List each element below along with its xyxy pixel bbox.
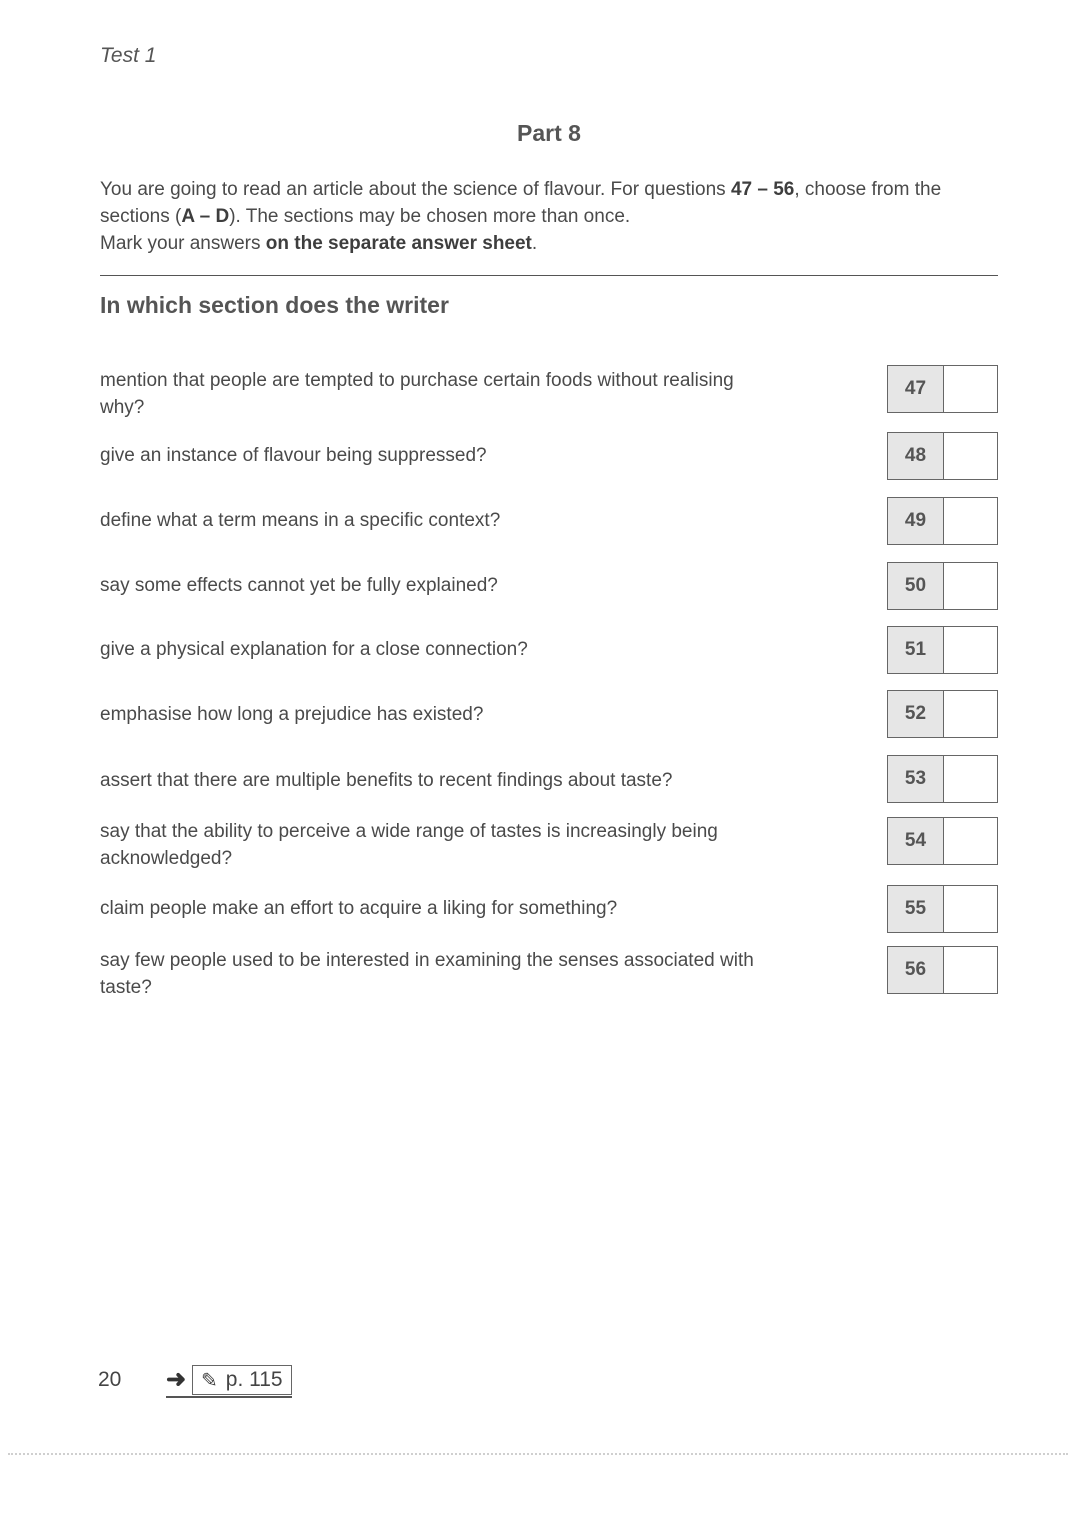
right-arrow-icon: ➜ [166,1366,187,1393]
answer-box-56[interactable] [887,946,998,994]
divider [100,275,998,276]
question-number: 47 [888,366,944,412]
question-number: 51 [888,627,944,673]
question-number: 56 [888,947,944,993]
answer-box-53[interactable] [887,755,998,803]
instructions-text: , choose from the sections ( [100,179,942,227]
instructions [100,176,1005,257]
question-number: 50 [888,563,944,609]
answer-field[interactable] [944,691,997,737]
question-text: claim people make an effort to acquire a liking for something? [100,898,618,919]
answer-field[interactable] [944,563,997,609]
question-text: give an instance of flavour being suppressed? [100,445,487,466]
answer-sheet-note: on the separate answer sheet [265,233,532,254]
instructions-text: . [531,233,538,254]
answer-field[interactable] [944,627,997,673]
test-label: Test 1 [100,44,157,67]
question-stem-heading: In which section does the writer [100,292,449,318]
answer-box-52[interactable] [887,690,998,738]
part-title: Part 8 [517,120,581,146]
page-bottom-edge [8,1453,1068,1455]
answer-field[interactable] [944,433,997,479]
question-number: 55 [888,886,944,932]
answer-box-48[interactable] [887,432,998,480]
question-number: 54 [888,818,944,864]
answer-box-55[interactable] [887,885,998,933]
answer-field[interactable] [944,818,997,864]
question-text: say some effects cannot yet be fully explained? [100,575,498,596]
answer-box-49[interactable] [887,497,998,545]
question-text: define what a term means in a specific context? [100,510,501,531]
answer-box-50[interactable] [887,562,998,610]
answer-field[interactable] [944,756,997,802]
question-text: say few people used to be interested in examining the senses associated with taste? [100,950,754,998]
question-number: 52 [888,691,944,737]
answer-field[interactable] [944,366,997,412]
pencil-icon: ✎ [201,1369,218,1392]
reference-page: p. 115 [225,1368,283,1391]
question-number: 49 [888,498,944,544]
question-text: assert that there are multiple benefits to recent findings about taste? [100,770,673,791]
answer-field[interactable] [944,886,997,932]
question-number: 53 [888,756,944,802]
answer-box-54[interactable] [887,817,998,865]
instructions-text: Mark your answers [100,233,266,254]
answer-box-51[interactable] [887,626,998,674]
question-text: give a physical explanation for a close connection? [100,639,528,660]
answer-box-47[interactable] [887,365,998,413]
question-range: 47 – 56 [730,179,795,200]
question-text: say that the ability to perceive a wide range of tastes is increasingly being acknowledged? [100,821,718,869]
instructions-text: You are going to read an article about the science of flavour. For questions [100,179,731,200]
reference-box [192,1365,292,1395]
instructions-text: ). The sections may be chosen more than once. [229,206,631,227]
question-text: mention that people are tempted to purchase certain foods without realising why? [100,370,734,418]
page-number: 20 [98,1368,122,1391]
question-number: 48 [888,433,944,479]
section-range: A – D [181,206,230,227]
answer-field[interactable] [944,498,997,544]
answer-key-reference [166,1364,292,1398]
question-text: emphasise how long a prejudice has existed? [100,704,484,725]
answer-field[interactable] [944,947,997,993]
